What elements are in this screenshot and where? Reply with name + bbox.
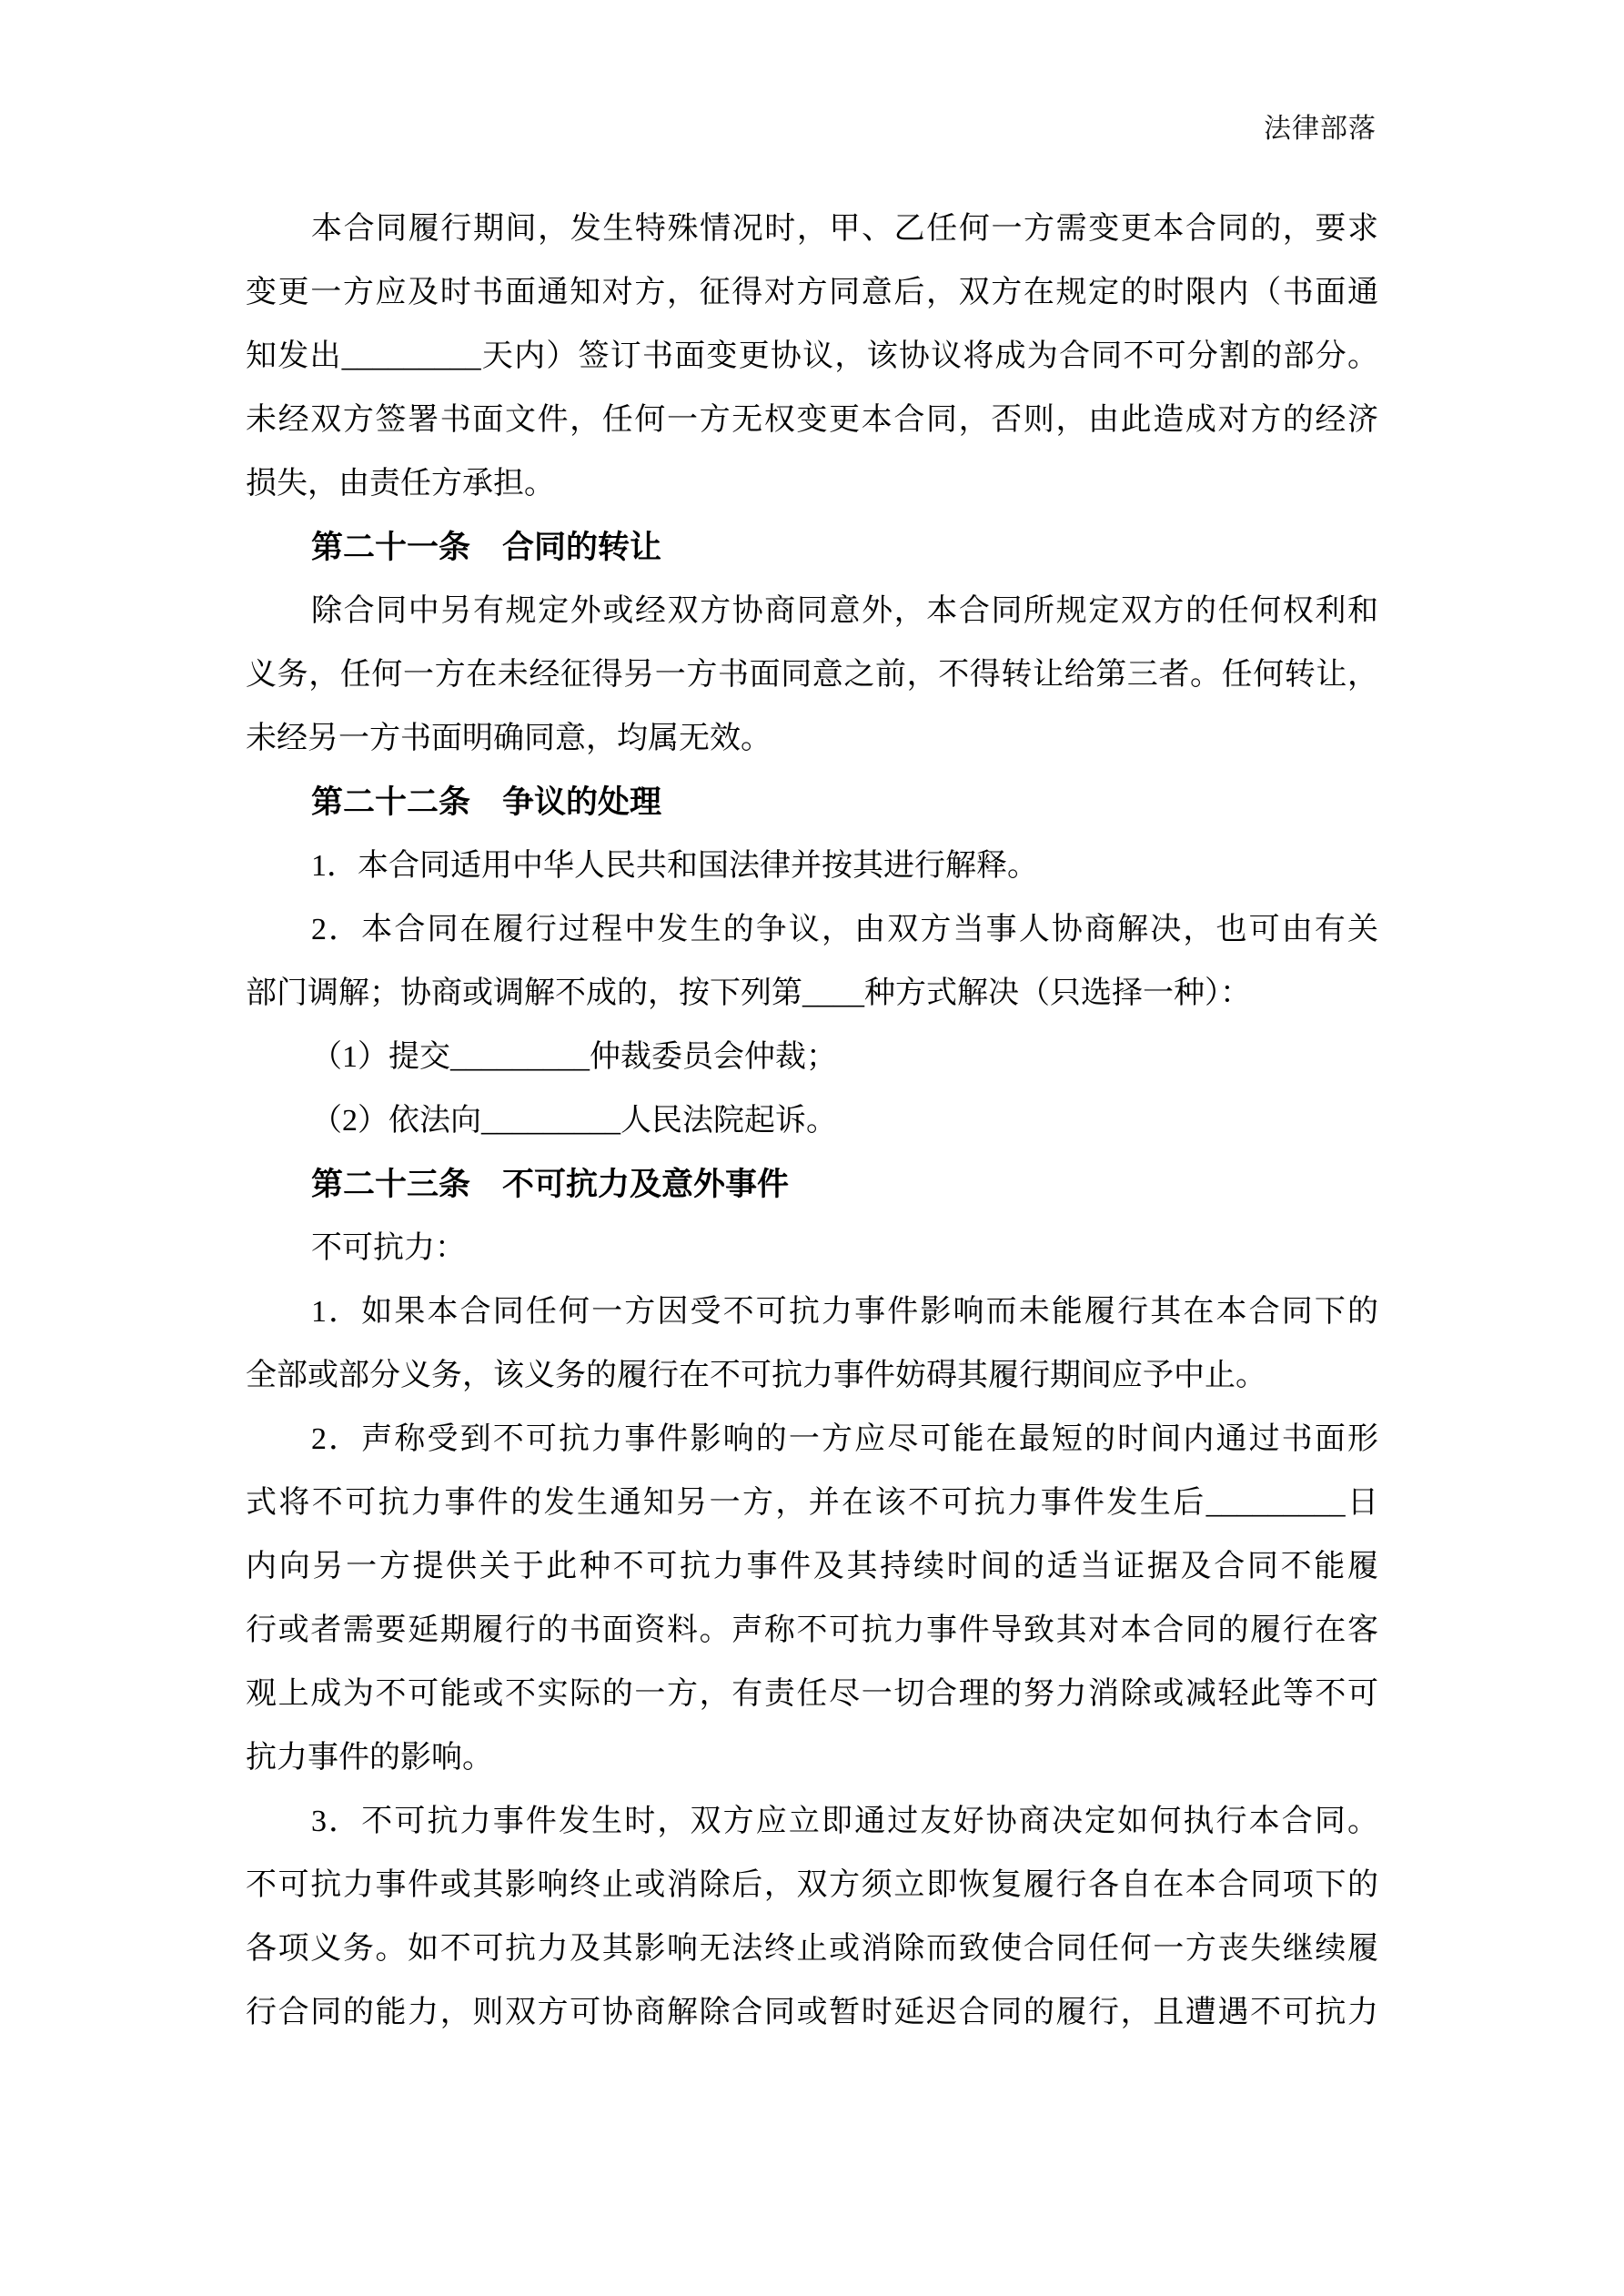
paragraph-line: 变更一方应及时书面通知对方，征得对方同意后，双方在规定的时限内（书面通 <box>246 276 1378 309</box>
paragraph-line-blank: 部门调解；协商或调解不成的，按下列第____种方式解决（只选择一种）： <box>246 976 1251 1010</box>
numbered-item-2: 2．本合同在履行过程中发生的争议，由双方当事人协商解决，也可由有关 <box>311 913 1378 946</box>
option-1-arbitration: （1）提交_________仲裁委员会仲裁； <box>311 1040 837 1074</box>
option-2-court: （2）依法向_________人民法院起诉。 <box>311 1104 837 1138</box>
paragraph-line: 内向另一方提供关于此种不可抗力事件及其持续时间的适当证据及合同不能履 <box>246 1550 1378 1583</box>
numbered-item-2: 2．声称受到不可抗力事件影响的一方应尽可能在最短的时间内通过书面形 <box>311 1422 1378 1456</box>
clause-22-heading: 第二十二条 争议的处理 <box>311 784 662 820</box>
clause-23-heading: 第二十三条 不可抗力及意外事件 <box>311 1167 790 1202</box>
paragraph-line: 不可抗力事件或其影响终止或消除后，双方须立即恢复履行各自在本合同项下的 <box>246 1868 1378 1902</box>
paragraph-line: 观上成为不可能或不实际的一方，有责任尽一切合理的努力消除或减轻此等不可 <box>246 1677 1378 1711</box>
paragraph-line: 本合同履行期间，发生特殊情况时，甲、乙任何一方需变更本合同的，要求 <box>311 212 1378 246</box>
numbered-item-1: 1．如果本合同任何一方因受不可抗力事件影响而未能履行其在本合同下的 <box>311 1295 1378 1329</box>
paragraph-line: 义务，任何一方在未经征得另一方书面同意之前，不得转让给第三者。任何转让， <box>246 658 1378 692</box>
numbered-item-1: 1．本合同适用中华人民共和国法律并按其进行解释。 <box>311 849 1038 883</box>
numbered-item-3: 3．不可抗力事件发生时，双方应立即通过友好协商决定如何执行本合同。 <box>311 1805 1378 1838</box>
paragraph-line: 行合同的能力，则双方可协商解除合同或暂时延迟合同的履行，且遭遇不可抗力 <box>246 1996 1378 2029</box>
paragraph-line-blank: 式将不可抗力事件的发生通知另一方，并在该不可抗力事件发生后_________日 <box>246 1486 1378 1520</box>
document-body <box>246 197 1378 2045</box>
paragraph-line: 未经双方签署书面文件，任何一方无权变更本合同，否则，由此造成对方的经济 <box>246 403 1378 437</box>
paragraph-line: 损失，由责任方承担。 <box>246 467 555 501</box>
paragraph-line: 全部或部分义务，该义务的履行在不可抗力事件妨碍其履行期间应予中止。 <box>246 1359 1266 1392</box>
force-majeure-label: 不可抗力： <box>311 1231 466 1265</box>
paragraph-line: 除合同中另有规定外或经双方协商同意外，本合同所规定双方的任何权利和 <box>311 594 1378 628</box>
clause-21-heading: 第二十一条 合同的转让 <box>311 530 662 565</box>
paragraph-line: 抗力事件的影响。 <box>246 1741 493 1775</box>
paragraph-line: 未经另一方书面明确同意，均属无效。 <box>246 722 772 755</box>
paragraph-line: 行或者需要延期履行的书面资料。声称不可抗力事件导致其对本合同的履行在客 <box>246 1613 1378 1647</box>
paragraph-line-blank: 知发出_________天内）签订书面变更协议，该协议将成为合同不可分割的部分。 <box>246 339 1378 373</box>
brand-watermark: 法律部落 <box>1264 113 1377 145</box>
paragraph-line: 各项义务。如不可抗力及其影响无法终止或消除而致使合同任何一方丧失继续履 <box>246 1932 1378 1966</box>
